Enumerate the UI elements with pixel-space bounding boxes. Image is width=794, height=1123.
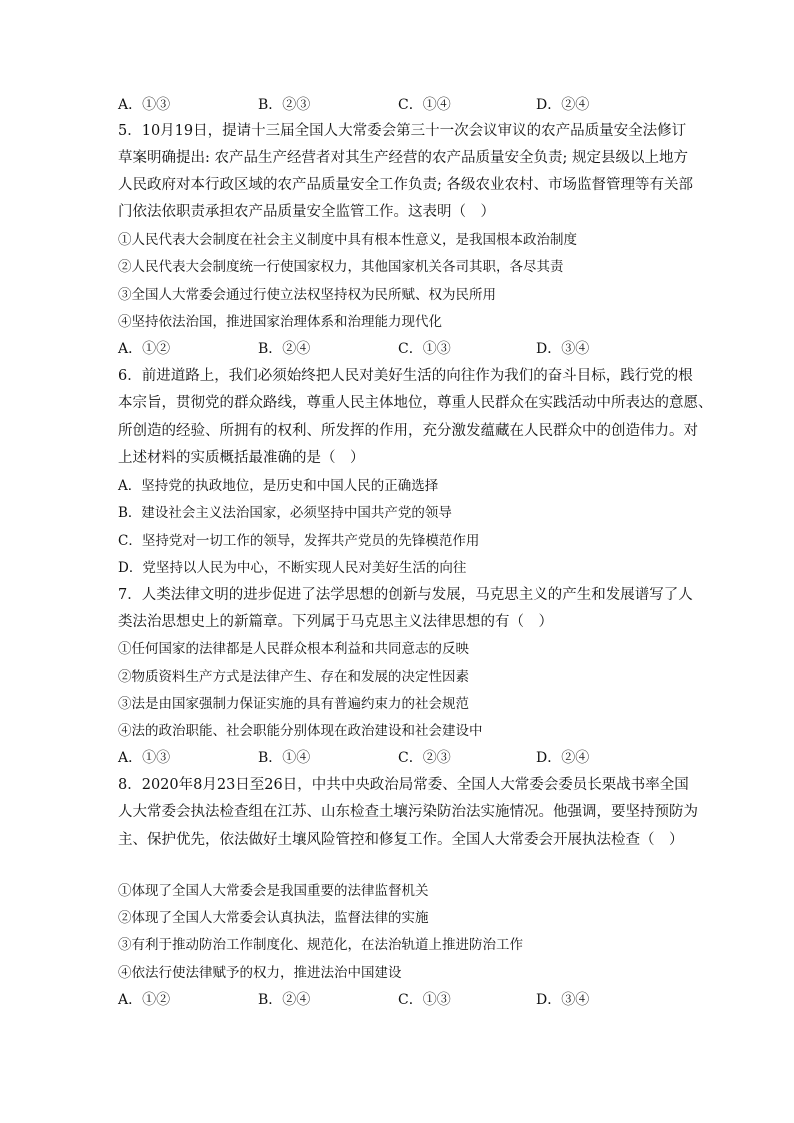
- q5-stem-line: 草案明确提出: 农产品生产经营者对其生产经营的农产品质量安全负责; 规定县级以上地方: [118, 150, 688, 166]
- q7-option: ①任何国家的法律都是人民群众根本利益和共同意志的反映: [118, 641, 469, 657]
- choice-a: A．①③: [118, 750, 171, 766]
- q6-option: B．建设社会主义法治国家，必须坚持中国共产党的领导: [118, 505, 452, 521]
- choice-c: C．①④: [398, 97, 451, 113]
- q7-stem-line: 7．人类法律文明的进步促进了法学思想的创新与发展，马克思主义的产生和发展谱写了人: [118, 587, 693, 603]
- choice-d: D．③④: [536, 341, 590, 357]
- choice-b: B．①④: [258, 750, 311, 766]
- q7-option: ②物质资料生产方式是法律产生、存在和发展的决定性因素: [118, 669, 469, 685]
- q5-stem-line: 门依法依职责承担农产品质量安全监管工作。这表明（ ）: [118, 204, 495, 220]
- q8-stem-line: 人大常委会执法检查组在江苏、山东检查土壤污染防治法实施情况。他强调，要坚持预防为: [118, 804, 698, 820]
- q8-option: ②体现了全国人大常委会认真执法，监督法律的实施: [118, 910, 429, 926]
- q8-option: ①体现了全国人大常委会是我国重要的法律监督机关: [118, 883, 429, 899]
- choice-a: A．①②: [118, 992, 171, 1008]
- choice-b: B．②③: [258, 97, 311, 113]
- q6-option: C．坚持党对一切工作的领导，发挥共产党员的先锋模范作用: [118, 533, 480, 549]
- q6-stem-line: 所创造的经验、所拥有的权利、所发挥的作用，充分激发蕴藏在人民群众中的创造伟力。对: [118, 423, 698, 439]
- q4-choices: [118, 95, 678, 115]
- q7-stem-line: 类法治思想史上的新篇章。下列属于马克思主义法律思想的有（ ）: [118, 614, 553, 630]
- q8-stem-line: 主、保护优先，依法做好土壤风险管控和修复工作。全国人大常委会开展执法检查（ ）: [118, 832, 684, 848]
- choice-a: A．①③: [118, 97, 171, 113]
- choice-c: C．①③: [398, 992, 451, 1008]
- q5-stem-line: 5．10月19日，提请十三届全国人大常委会第三十一次会议审议的农产品质量安全法修订: [118, 123, 687, 139]
- q7-option: ③法是由国家强制力保证实施的具有普遍约束力的社会规范: [118, 696, 469, 712]
- q6-option: A．坚持党的执政地位，是历史和中国人民的正确选择: [118, 478, 439, 494]
- choice-d: D．②④: [536, 97, 590, 113]
- q5-stem-line: 人民政府对本行政区域的农产品质量安全工作负责; 各级农业农村、市场监督管理等有关部: [118, 177, 693, 193]
- q7-option: ④法的政治职能、社会职能分别体现在政治建设和社会建设中: [118, 723, 483, 739]
- q8-option: ③有利于推动防治工作制度化、规范化，在法治轨道上推进防治工作: [118, 937, 523, 953]
- q5-choices: [118, 339, 678, 359]
- q8-choices: [118, 990, 678, 1010]
- choice-c: C．②③: [398, 750, 451, 766]
- q7-choices: [118, 748, 678, 768]
- choice-d: D．②④: [536, 750, 590, 766]
- q5-option: ①人民代表大会制度在社会主义制度中具有根本性意义，是我国根本政治制度: [118, 232, 577, 248]
- choice-b: B．②④: [258, 341, 311, 357]
- q6-stem-line: 本宗旨，贯彻党的群众路线，尊重人民主体地位，尊重人民群众在实践活动中所表达的意愿、: [118, 395, 713, 411]
- q8-option: ④依法行使法律赋予的权力，推进法治中国建设: [118, 965, 402, 981]
- choice-d: D．③④: [536, 992, 590, 1008]
- q5-option: ④坚持依法治国，推进国家治理体系和治理能力现代化: [118, 314, 442, 330]
- choice-a: A．①②: [118, 341, 171, 357]
- choice-c: C．①③: [398, 341, 451, 357]
- q8-stem-line: 8．2020年8月23日至26日，中共中央政治局常委、全国人大常委会委员长栗战书率全国: [118, 777, 689, 793]
- choice-b: B．②④: [258, 992, 311, 1008]
- q5-option: ②人民代表大会制度统一行使国家权力，其他国家机关各司其职，各尽其责: [118, 259, 564, 275]
- q6-stem-line: 6．前进道路上，我们必须始终把人民对美好生活的向往作为我们的奋斗目标，践行党的根: [118, 368, 693, 384]
- q6-option: D．党坚持以人民为中心，不断实现人民对美好生活的向往: [118, 560, 467, 576]
- q5-option: ③全国人大常委会通过行使立法权坚持权为民所赋、权为民所用: [118, 287, 496, 303]
- q6-stem-line: 上述材料的实质概括最准确的是（ ）: [118, 450, 365, 466]
